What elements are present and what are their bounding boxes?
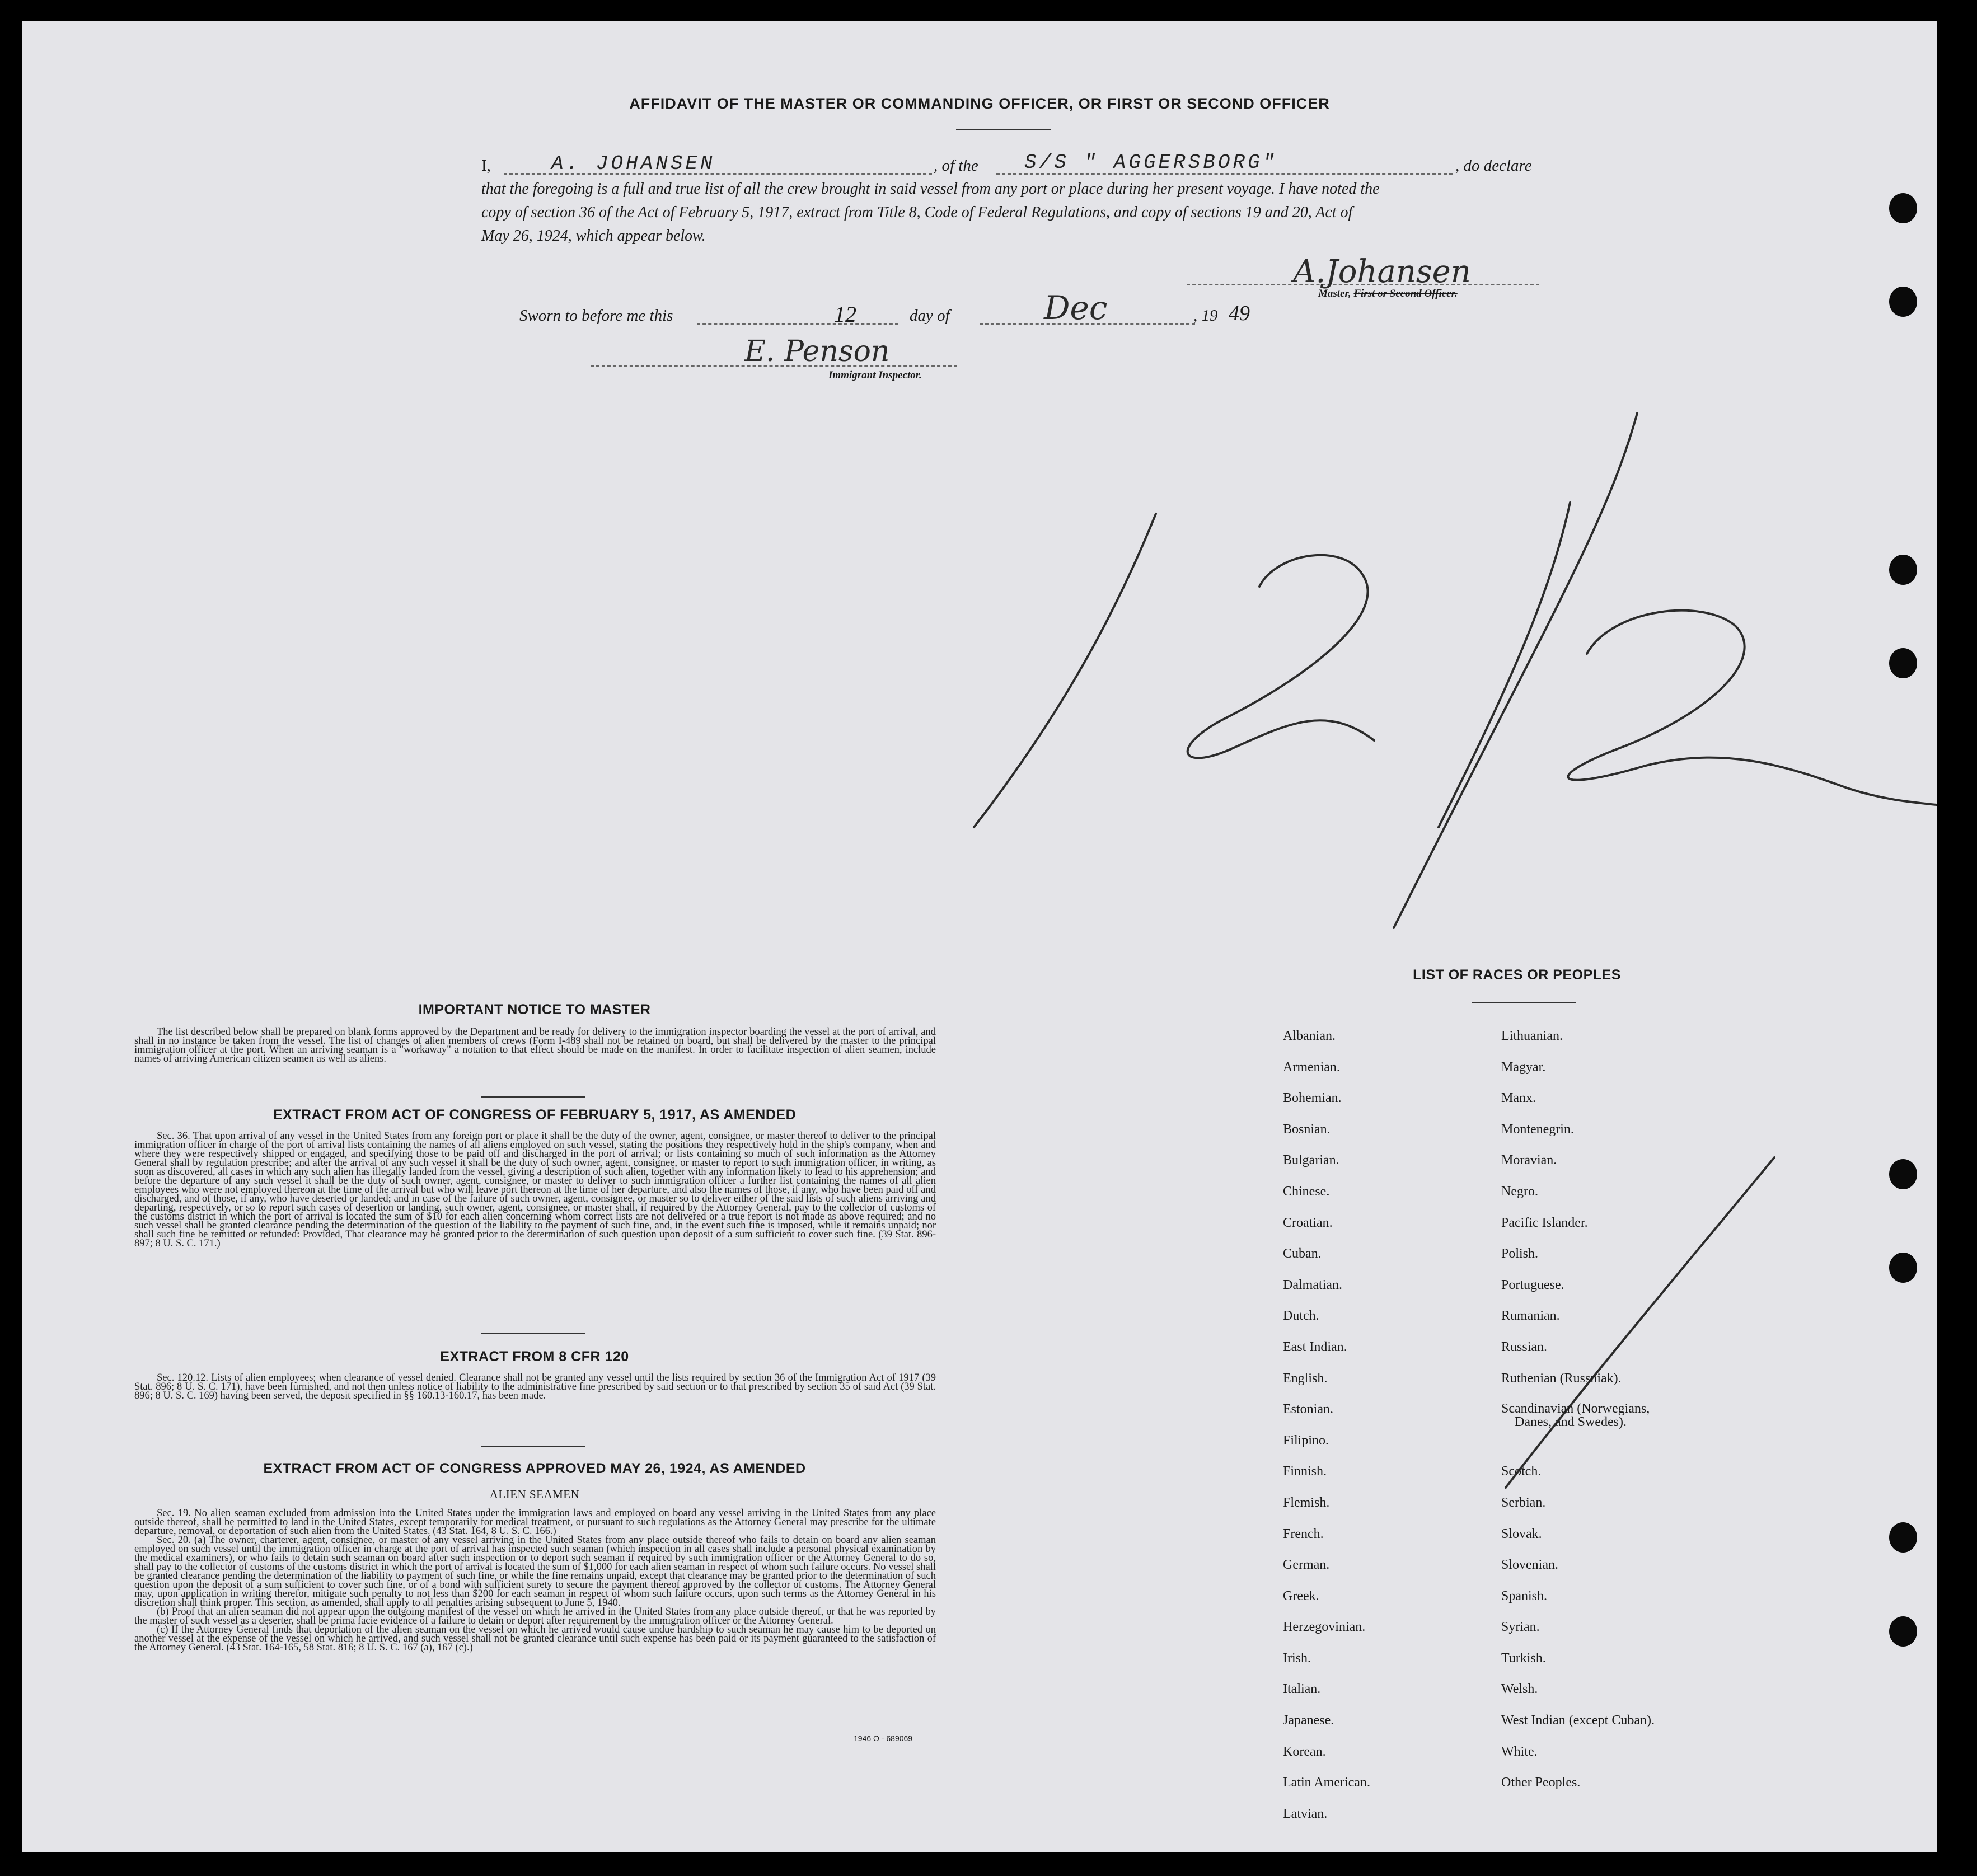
year-prefix: , 19	[1193, 307, 1218, 325]
race-item: Lithuanian.	[1501, 1029, 1563, 1043]
race-item: Portuguese.	[1501, 1277, 1564, 1292]
race-item: Scotch.	[1501, 1464, 1542, 1479]
extract-1924-paragraph: (c) If the Attorney General finds that deportation of the alien seaman on the vessel on which he arrived would cause undue hardship to such seaman he may cause him to be deported on another vessel at the expense of the vessel on which he arrived, and such vessel shall not be granted clearance until such expense has been paid or its payment guaranteed to the satisfaction of the Attorney General. (43 Stat. 164-165, 58 Stat. 816; 8 U. S. C. 167 (a), 167 (c).)	[134, 1624, 936, 1653]
race-item: Manx.	[1501, 1091, 1536, 1106]
race-item: Montenegrin.	[1501, 1122, 1574, 1137]
of-the-label: , of the	[934, 157, 978, 175]
document-page	[22, 21, 1937, 1852]
numeral-one-stroke	[974, 514, 1156, 827]
race-item: Latvian.	[1283, 1806, 1328, 1821]
race-item: White.	[1501, 1744, 1538, 1759]
inspector-label: Immigrant Inspector.	[828, 369, 922, 381]
print-code: 1946 O - 689069	[854, 1734, 913, 1743]
race-item: Bulgarian.	[1283, 1153, 1339, 1168]
extract-1917-rule	[481, 1333, 585, 1334]
extract-cfr-paragraph: Sec. 120.12. Lists of alien employees; when clearance of vessel denied. Clearance shall not be granted any vessel until the lists required by section 36 of the Immigration Act of 1917 (39 Stat. 896; 8 U. S. C. 171), have been furnished, and not then unless notice of liability to the administrative fine prescribed by said section or to that prescribed by section 35 of said Act (39 Stat. 896; 8 U. S. C. 169) having been served, the deposit specified in §§ 160.13-160.17, has been made.	[134, 1372, 936, 1401]
race-item: Greek.	[1283, 1588, 1319, 1603]
extract-1924-paragraph: (b) Proof that an alien seaman did not appear upon the outgoing manifest of the vessel on which he arrived in the United States from any place outside thereof, or that he was reported by the master of such vessel as a deserter, shall be prima facie evidence of a failure to detain or deport after requirement by the immigration officer or the Attorney General.	[134, 1606, 936, 1626]
race-item: Pacific Islander.	[1501, 1215, 1588, 1230]
do-declare-label: , do declare	[1455, 157, 1532, 175]
race-item: Rumanian.	[1501, 1308, 1560, 1324]
affidavit-heading: AFFIDAVIT OF THE MASTER OR COMMANDING OFFICER, OR FIRST OR SECOND OFFICER	[629, 95, 1330, 112]
race-item: West Indian (except Cuban).	[1501, 1713, 1655, 1728]
declaration-line-3: May 26, 1924, which appear below.	[481, 227, 706, 245]
extract-cfr-text	[134, 1373, 936, 1400]
extract-1924-text	[134, 1509, 936, 1652]
notice-text	[134, 1028, 936, 1063]
vessel-name: S/S " AGGERSBORG"	[1024, 151, 1278, 174]
extract-1924-subtitle: ALIEN SEAMEN	[489, 1488, 580, 1501]
day-of-label: day of	[910, 307, 950, 325]
race-item: Croatian.	[1283, 1215, 1333, 1230]
race-item: Syrian.	[1501, 1620, 1540, 1635]
inspector-signature: E. Penson	[744, 335, 890, 368]
race-item: Flemish.	[1283, 1495, 1330, 1510]
extract-cfr-title: EXTRACT FROM 8 CFR 120	[440, 1349, 629, 1364]
race-item: Bohemian.	[1283, 1091, 1342, 1106]
race-item: Polish.	[1501, 1246, 1539, 1261]
numeral-two-b-stroke	[1568, 611, 1937, 805]
declaration-line-2: copy of section 36 of the Act of February 5, 1917, extract from Title 8, Code of Federal Regulations, and copy of sections 19 and 20, Act of	[481, 204, 1353, 221]
race-item: Moravian.	[1501, 1153, 1557, 1168]
extract-1917-text	[134, 1132, 936, 1248]
race-item: Armenian.	[1283, 1059, 1340, 1075]
extract-1924-paragraph: Sec. 20. (a) The owner, charterer, agent, consignee, or master of any vessel arriving in the United States from any place outside thereof who fails to detain on board any alien seaman employed on such vessel until the immigration officer in charge at the port of arrival has inspected such seaman (which inspection in all cases shall include a personal physical examination by the medical examiners), or who fails to detain such seaman on board after such inspection or to deport such seaman if required by such immigration officer or the Attorney General to do so, shall pay to the collector of customs of the customs district in which the port of arrival is located the sum of $1,000 for each alien seaman in respect of whom such failure occurs. No vessel shall be granted clearance pending the determination of the liability to payment of such fine, or while the fine remains unpaid, except that clearance may be granted prior to the determination of such question upon the deposit of a sum sufficient to cover such fine, or of a bond with sufficient surety to secure the payment thereof approved by the collector of customs. The Attorney General may, upon application in writing therefor, mitigate such penalty to not less than $200 for each seaman in respect of whom such failure occurs, upon such terms as the Attorney General in his discretion shall think proper. This section, as amended, shall apply to all penalties arising subsequent to June 5, 1940.	[134, 1535, 936, 1608]
race-item: Russian.	[1501, 1339, 1548, 1354]
race-item: Turkish.	[1501, 1650, 1546, 1666]
notice-title: IMPORTANT NOTICE TO MASTER	[418, 1002, 651, 1017]
extract-1917-paragraph: Sec. 36. That upon arrival of any vessel in the United States from any foreign port or place it shall be the duty of the owner, agent, consignee, or master thereof to deliver to the principal immigration officer in charge of the port of arrival lists containing the names of all aliens employed on such vessel, stating the positions they respectively hold in the ship's company, when and where they were respectively shipped or engaged, and specifying those to be paid off and discharged in the port of arrival; or lists containing so much of such information as the Attorney General shall by regulation prescribe; and after the arrival of any such vessel it shall be the duty of such owner, agent, consignee, or master to report to such immigration officer, in writing, as soon as discovered, all cases in which any such alien has illegally landed from the vessel, giving a description of such alien, together with any information likely to lead to his apprehension; and before the departure of any such vessel it shall be the duty of such owner, agent, consignee, or master to deliver to such immigration officer a further list containing the names of all alien employees who were not employed thereon at the time of the arrival but who will leave port thereon at the time of her departure, and also the names of those, if any, who have been paid off and discharged, and of those, if any, who have deserted or landed; and in case of the failure of such owner, agent, consignee, or master so to deliver either of the said lists of such aliens arriving and departing, respectively, or so to report such cases of desertion or landing, such owner, agent, consignee, or master shall, if required by the Attorney General, pay to the collector of customs of the customs district in which the port of arrival is located the sum of $10 for each alien concerning whom correct lists are not delivered or a true report is not made as above required; and no such vessel shall be granted clearance pending the determination of the question of the liability to the payment of such fine, and, in the event such fine is imposed, while it remains unpaid; nor shall such fine be remitted or refunded: Provided, That clearance may be granted prior to the determination of such question upon deposit of a sum sufficient to cover such fine. (39 Stat. 896-897; 8 U. S. C. 171.)	[134, 1131, 936, 1249]
race-item: Magyar.	[1501, 1059, 1546, 1075]
race-item: Bosnian.	[1283, 1122, 1331, 1137]
race-item: Negro.	[1501, 1184, 1538, 1199]
race-item: Filipino.	[1283, 1433, 1329, 1448]
race-item: Irish.	[1283, 1650, 1311, 1666]
extract-1924-title: EXTRACT FROM ACT OF CONGRESS APPROVED MAY 26, 1924, AS AMENDED	[263, 1461, 806, 1476]
races-right-column	[1501, 1029, 1655, 1807]
race-item: Slovenian.	[1501, 1558, 1558, 1573]
race-item: Chinese.	[1283, 1184, 1330, 1199]
race-item: Italian.	[1283, 1682, 1321, 1697]
race-item: East Indian.	[1283, 1339, 1347, 1354]
race-item: French.	[1283, 1526, 1324, 1541]
race-item: Estonian.	[1283, 1402, 1333, 1417]
sworn-month: Dec	[1044, 289, 1108, 327]
race-item: English.	[1283, 1371, 1328, 1386]
i-label: I,	[481, 157, 491, 175]
extract-1924-paragraph: Sec. 19. No alien seaman excluded from admission into the United States under the immigration laws and employed on board any vessel arriving in the United States from any place outside thereof, shall be permitted to land in the United States, except temporarily for medical treatment, or pursuant to such regulations as the Attorney General may prescribe for the ultimate departure, removal, or deportation of such alien from the United States. (43 Stat. 164, 8 U. S. C. 166.)	[134, 1508, 936, 1537]
year-hand: 49	[1229, 302, 1250, 325]
race-item: Dalmatian.	[1283, 1277, 1342, 1292]
races-title: LIST OF RACES OR PEOPLES	[1413, 967, 1621, 983]
extract-cfr-rule	[481, 1446, 585, 1447]
numeral-two-stroke	[1188, 555, 1374, 758]
master-label-prefix: Master,	[1318, 288, 1351, 299]
second-slash-stroke	[1439, 503, 1570, 827]
race-item: Korean.	[1283, 1744, 1326, 1759]
race-item: Scandinavian (Norwegians, Danes, and Swedes).	[1501, 1401, 1650, 1430]
declaration-line-1: that the foregoing is a full and true list of all the crew brought in said vessel from any port or place during her present voyage. I have noted the	[481, 180, 1380, 198]
race-item: Cuban.	[1283, 1246, 1322, 1261]
race-item: Other Peoples.	[1501, 1775, 1581, 1790]
races-rule	[1472, 1002, 1576, 1003]
race-item: Dutch.	[1283, 1308, 1319, 1324]
race-item: Welsh.	[1501, 1682, 1538, 1697]
race-item: Spanish.	[1501, 1588, 1548, 1603]
race-item: Albanian.	[1283, 1029, 1336, 1043]
races-left-column	[1283, 1029, 1370, 1837]
race-item: Ruthenian (Russniak).	[1501, 1371, 1622, 1386]
slash-stroke	[1394, 413, 1637, 928]
race-item: Finnish.	[1283, 1464, 1327, 1479]
race-item: Japanese.	[1283, 1713, 1334, 1728]
notice-paragraph: The list described below shall be prepared on blank forms approved by the Department and be ready for delivery to the immigration inspector boarding the vessel at the port of arrival, and shall in no instance be taken from the vessel. The list of changes of alien members of crews (Form I-489 shall not be retained on board, but shall be delivered by the master to the principal immigration officer at the port. When an arriving seaman is a "workaway" a notation to that effect should be made on the manifest. In order to facilitate inspection of alien seamen, include names of arriving American citizen seamen as well as aliens.	[134, 1026, 936, 1064]
notice-rule	[481, 1096, 585, 1098]
race-item: Herzegovinian.	[1283, 1620, 1366, 1635]
race-item: Serbian.	[1501, 1495, 1546, 1510]
race-item: Latin American.	[1283, 1775, 1370, 1790]
race-item	[1501, 1433, 1655, 1465]
extract-1917-title: EXTRACT FROM ACT OF CONGRESS OF FEBRUARY 5, 1917, AS AMENDED	[273, 1107, 797, 1123]
officer-name: A. JOHANSEN	[551, 152, 715, 175]
race-item: German.	[1283, 1558, 1330, 1573]
race-item: Slovak.	[1501, 1526, 1542, 1541]
sworn-day: 12	[834, 302, 856, 327]
master-signature: A.Johansen	[1293, 254, 1471, 290]
master-label-struck: First or Second Officer.	[1353, 288, 1458, 299]
sworn-label: Sworn to before me this	[519, 307, 673, 325]
